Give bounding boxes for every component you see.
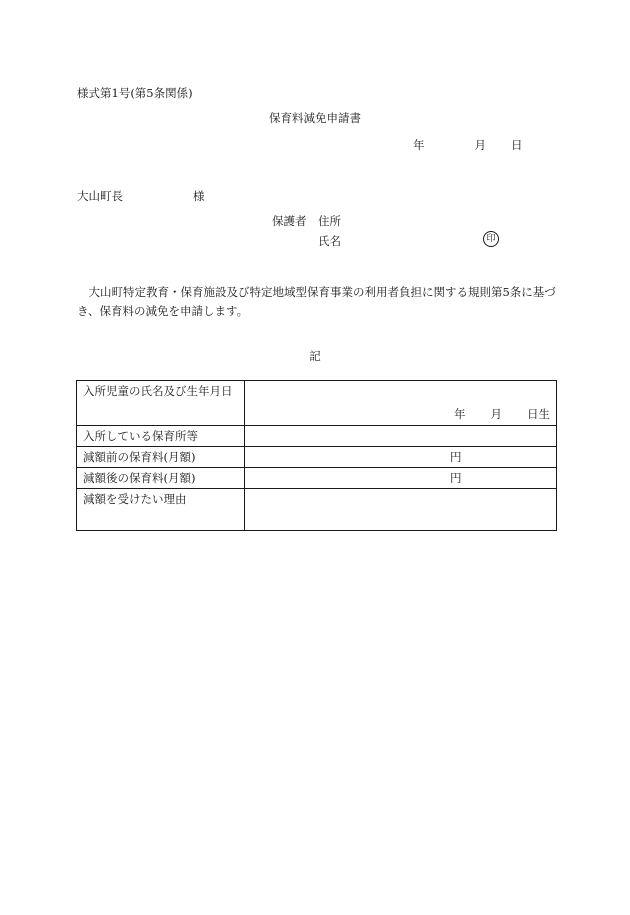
- guardian-label: 保護者: [272, 214, 307, 228]
- application-date: [413, 137, 523, 153]
- seal-mark: 印: [483, 231, 499, 247]
- fee-after-unit: 円: [450, 471, 462, 485]
- birth-year-label: 年: [454, 407, 466, 421]
- table-row-child: [77, 381, 557, 426]
- child-name-field[interactable]: [245, 381, 557, 426]
- table-row-reason: [77, 489, 557, 531]
- facility-field[interactable]: [245, 426, 557, 447]
- ki-heading: 記: [309, 349, 321, 363]
- date-month-label: 月: [474, 138, 486, 152]
- addressee: [77, 188, 205, 204]
- table-row-fee-after: [77, 468, 557, 489]
- reason-label: 減額を受けたい理由: [77, 489, 245, 531]
- name-label: 氏名: [318, 234, 341, 248]
- addressee-honorific: 様: [193, 189, 205, 203]
- fee-after-label: 減額後の保育料(月額): [77, 468, 245, 489]
- table-row-facility: [77, 426, 557, 447]
- addressee-name: 大山町長: [77, 189, 123, 203]
- application-details-table: [76, 380, 557, 531]
- fee-before-unit: 円: [450, 450, 462, 464]
- date-day-label: 日: [511, 138, 523, 152]
- birth-date: [454, 406, 550, 422]
- fee-after-field[interactable]: [245, 468, 557, 489]
- birth-month-label: 月: [490, 407, 502, 421]
- date-year-label: 年: [413, 138, 425, 152]
- document-title: 保育料減免申請書: [269, 111, 361, 125]
- birth-day-label: 日生: [527, 407, 550, 421]
- fee-before-field[interactable]: [245, 447, 557, 468]
- table-row-fee-before: [77, 447, 557, 468]
- facility-label: 入所している保育所等: [77, 426, 245, 447]
- child-name-label: 入所児童の氏名及び生年月日: [77, 381, 245, 426]
- reason-field[interactable]: [245, 489, 557, 531]
- address-label: 住所: [318, 214, 341, 228]
- fee-before-label: 減額前の保育料(月額): [77, 447, 245, 468]
- form-number: 様式第1号(第5条関係): [77, 86, 193, 100]
- application-statement: 大山町特定教育・保育施設及び特定地域型保育事業の利用者負担に関する規則第5条に基づき、保育料の減免を申請します。: [77, 285, 556, 318]
